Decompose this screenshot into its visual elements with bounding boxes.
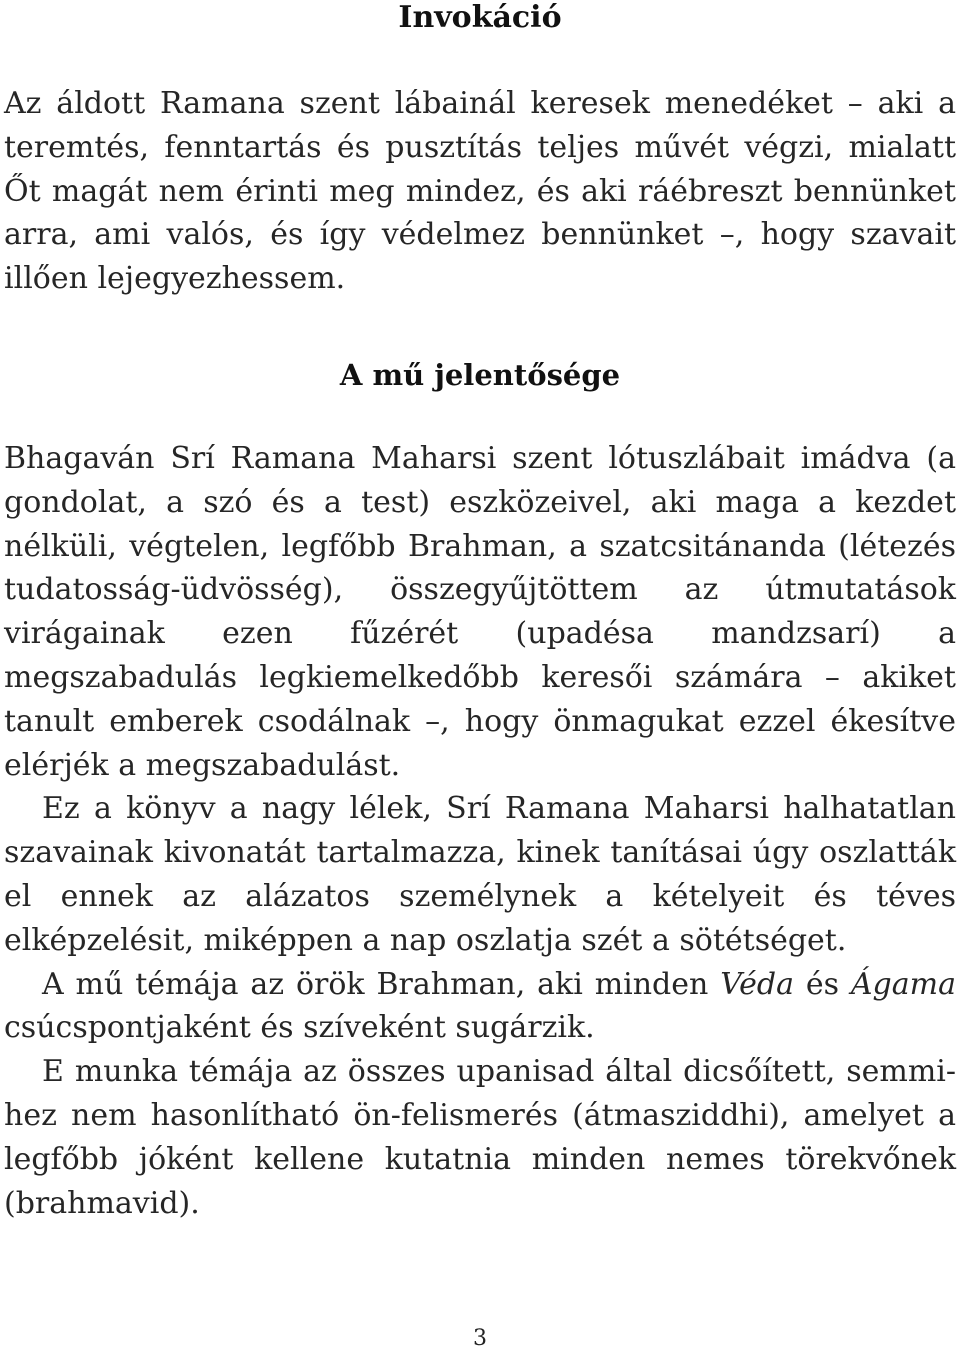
invocation-paragraph: Az áldott Ramana szent lábainál keresek menedéket – aki a teremtés, fenntartás és pusztítás teljes művét végzi, mialatt Őt magát nem érinti meg mindez, és aki ráébreszt bennünket arra, ami valós, és így védelmez bennünket –, hogy szavait illően lejegyezhessem. <box>4 86 956 297</box>
significance-paragraph-4: E munka témája az összes upanisad által dicsőített, semmihez nem hasonlítható ön-felismerés (átmasziddhi), amelyet a legfőbb jóként kellene kutatnia minden nemes törekvőnek (brahmavid). <box>4 1054 956 1221</box>
significance-paragraph-3 <box>4 963 956 1051</box>
section-title-significance: A mű jelentősége <box>339 357 621 392</box>
spacer <box>4 301 956 357</box>
text-run: csúcspontjaként és szíveként sugárzik. <box>4 1010 595 1046</box>
spacer <box>4 393 956 437</box>
section-title-invocation: Invokáció <box>398 0 562 35</box>
page-number: 3 <box>473 1326 487 1351</box>
veda-term: Véda <box>720 966 794 1002</box>
agama-term: Ágama <box>850 966 956 1002</box>
text-run: A mű témája az örök Brahman, aki minden <box>42 966 721 1002</box>
spacer <box>4 36 956 82</box>
text-run: és <box>793 966 851 1002</box>
document-page <box>4 0 956 1225</box>
significance-paragraph-2: Ez a könyv a nagy lélek, Srí Ramana Maharsi halhatatlan szavainak kivonatát tartalmazza, kinek tanításai úgy oszlatták el ennek az alázatos személynek a kételyeit és téves elképzelésit, miképpen a nap oszlatja szét a sötétséget. <box>4 791 956 958</box>
significance-paragraph-1: Bhagaván Srí Ramana Maharsi szent lótuszlábait imádva (a gondolat, a szó és a test) eszközeivel, aki maga a kezdet nélküli, végtelen, legfőbb Brahman, a szatcsitánanda (létezés​tudatosság-üdvösség), összegyűjtöttem az útmutatások virágainak ezen fűzérét (upadésa mandzsarí) a megszabadulás legkiemelkedőbb keresői számára – akiket tanult emberek csodálnak –, hogy önmagukat ezzel ékesítve elérjék a megszabadulást. <box>4 440 956 783</box>
